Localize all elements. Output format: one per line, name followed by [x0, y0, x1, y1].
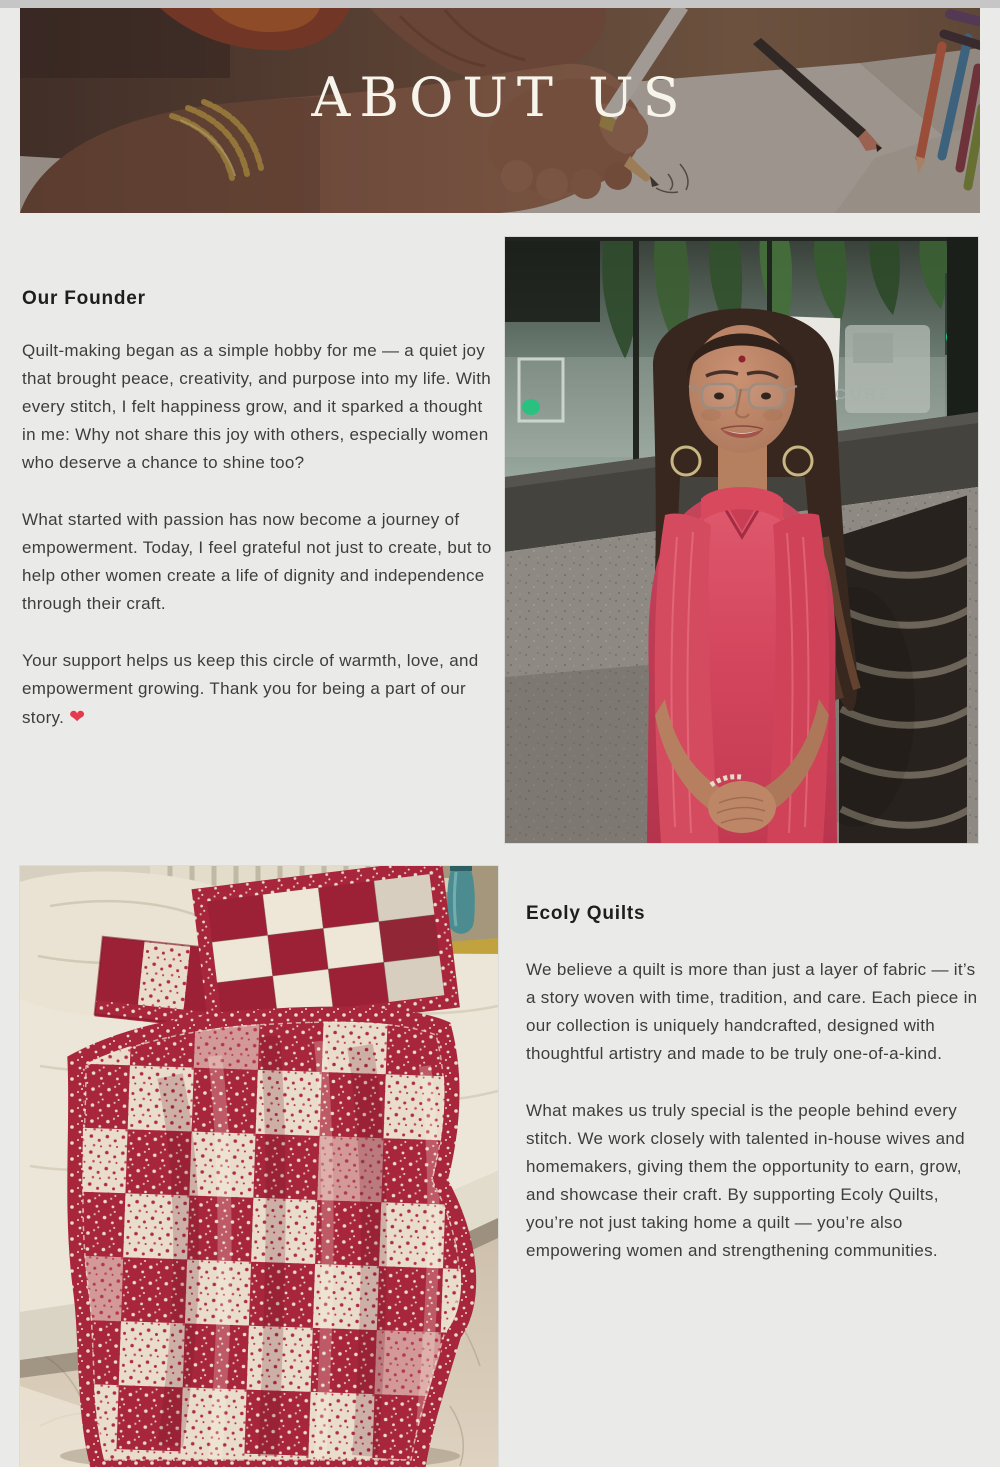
ecoly-paragraph-1: We believe a quilt is more than just a layer of fabric — it’s a story woven with time, tradition, and care. Each piece in our collection is uniquely handcrafted, designed with thoughtful artistry and made to be truly one-of-a-kind.	[526, 960, 978, 1063]
ecoly-section	[526, 903, 988, 1294]
patchwork-quilt	[41, 989, 498, 1467]
heart-icon: ❤	[69, 706, 86, 728]
founder-paragraph-1: Quilt-making began as a simple hobby for me — a quiet joy that brought peace, creativity, and purpose into my life. With every stitch, I felt happiness grow, and it sparked a thought in me: Why not share this joy with others, especially women who deserve a chance to shine too?	[22, 341, 492, 472]
founder-portrait-image	[505, 237, 978, 843]
page-title: ABOUT US	[311, 66, 689, 129]
founder-paragraph-2: What started with passion has now become a journey of empowerment. Today, I feel grateful not just to create, but to help other women create a life of dignity and independence through their craft.	[22, 510, 492, 613]
quilt-image	[20, 866, 498, 1467]
quilt-photo	[20, 866, 498, 1467]
founder-paragraph-3	[22, 647, 498, 732]
ecoly-heading: Ecoly Quilts	[526, 903, 646, 924]
bindi	[739, 356, 746, 363]
founder-heading: Our Founder	[22, 288, 146, 309]
top-strip	[0, 0, 1000, 8]
cure-sign-text: CURE	[835, 386, 894, 403]
founder-section	[22, 288, 498, 761]
founder-photo	[505, 237, 978, 843]
founder-paragraph-3-text: Your support helps us keep this circle of warmth, love, and empowerment growing. Thank you for being a part of our story.	[22, 651, 479, 727]
glass-vase	[447, 866, 475, 934]
ecoly-paragraph-2: What makes us truly special is the people behind every stitch. We work closely with talented in-house wives and homemakers, giving them the opportunity to earn, grow, and showcase their craft. By supporting Ecoly Quilts, you’re not just taking home a quilt — you’re also empowering women and strengthening communities.	[526, 1101, 965, 1260]
hero-banner	[20, 8, 980, 213]
